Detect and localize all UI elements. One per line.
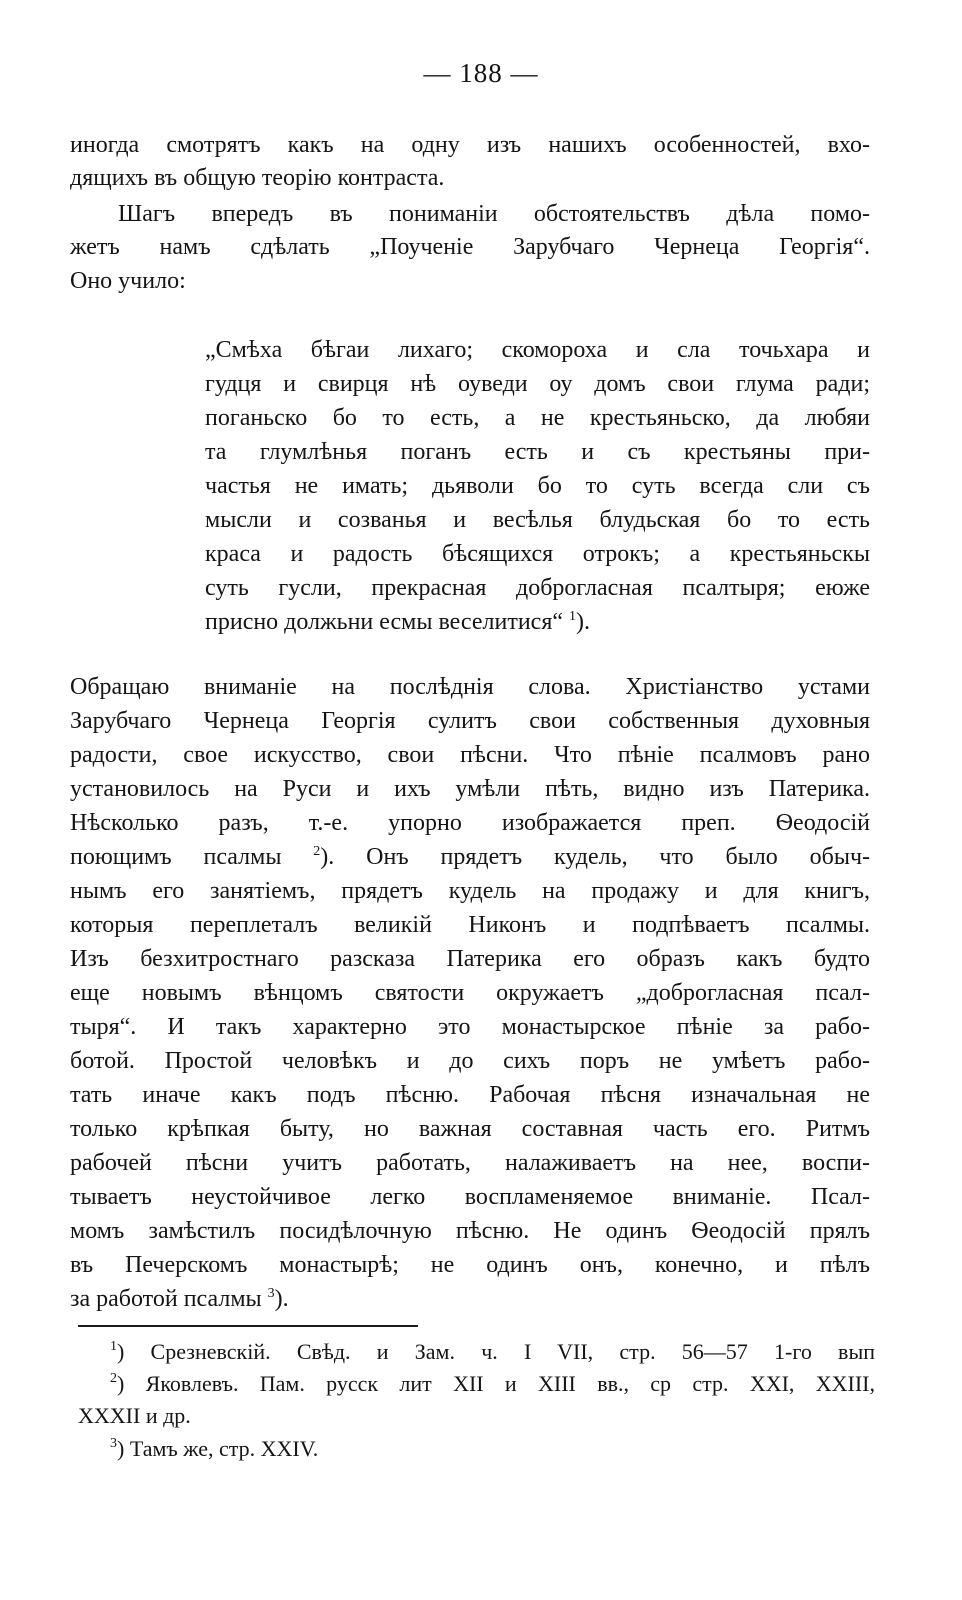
footnote-ref: 3 (267, 1286, 275, 1301)
text-line: Шагъ впередъ въ пониманіи обстоятельствъ дѣла помо- (118, 201, 870, 227)
text-line: тать иначе какъ подъ пѣсню. Рабочая пѣсня изначальная не (70, 1082, 870, 1108)
footnote (110, 1369, 875, 1399)
text-line: еще новымъ вѣнцомъ святости окружаетъ „доброгласная псал- (70, 980, 870, 1006)
text-line: Изъ безхитростнаго разсказа Патерика его образъ какъ будто (70, 946, 870, 972)
quote-line (205, 607, 870, 637)
footnote-text: ) Срезневскій. Свѣд. и Зам. ч. I VII, стр. 56—57 1-го вып (117, 1339, 875, 1364)
text-line: только крѣпкая быту, но важная составная часть его. Ритмъ (70, 1116, 870, 1142)
footnote-text: ) Тамъ же, стр. XXIV. (117, 1436, 319, 1461)
text-line (70, 1284, 870, 1314)
text-line: ботой. Простой человѣкъ и до сихъ поръ не умѣетъ рабо- (70, 1048, 870, 1074)
footnote-mark: 3 (110, 1436, 117, 1451)
footnote-text: ) Яковлевъ. Пам. русск лит XII и XIII вв., ср стр. XXI, XXIII, (117, 1371, 875, 1396)
text-line: иногда смотрятъ какъ на одну изъ нашихъ особенностей, вхо- (70, 132, 870, 158)
text-line: жетъ намъ сдѣлать „Поученіе Зарубчаго Чернеца Георгія“. (70, 234, 870, 260)
text-line: дящихъ въ общую теорію контраста. (70, 165, 445, 191)
text-line: которыя переплеталъ великій Никонъ и подпѣваетъ псалмы. (70, 912, 870, 938)
footnote-ref: 2 (313, 844, 321, 859)
quote-line: частья не имать; дьяволи бо то суть всегда сли съ (205, 473, 870, 499)
quote-text: присно должьни есмы веселитися“ (205, 609, 564, 635)
quote-line: суть гусли, прекрасная доброгласная псалтыря; еюже (205, 575, 870, 601)
text-line: Оно учило: (70, 268, 186, 294)
text-line: нымъ его занятіемъ, прядетъ кудель на продажу и для книгъ, (70, 878, 870, 904)
quote-line: краса и радость бѣсящихся отрокъ; а крестьяньскы (205, 541, 870, 567)
footnote (110, 1434, 875, 1464)
quote-line: „Смѣха бѣгаи лихаго; скомороха и сла точьхара и (205, 337, 870, 363)
footnote-ref: 1 (569, 609, 577, 624)
text-line: Нѣсколько разъ, т.-е. упорно изображается преп. Ѳеодосій (70, 810, 870, 836)
text-segment: ). (274, 1286, 289, 1312)
footnote-mark: 2 (110, 1371, 117, 1386)
text-segment: поющимъ псалмы (70, 844, 282, 870)
text-line: Обращаю вниманіе на послѣднія слова. Христіанство устами (70, 674, 870, 700)
page-number: — 188 — (423, 58, 539, 88)
quote-line: гудця и свирця нѣ оуведи оу домъ свои глума ради; (205, 371, 870, 397)
quote-line: поганьско бо то есть, а не крестьяньско, да любяи (205, 405, 870, 431)
text-segment: ). Онъ прядетъ кудель, что было обыч- (320, 844, 870, 870)
text-line: Зарубчаго Чернеца Георгія сулитъ свои собственныя духовныя (70, 708, 870, 734)
footnote (110, 1337, 875, 1367)
text-line: момъ замѣстилъ посидѣлочную пѣсню. Не одинъ Ѳеодосій прялъ (70, 1218, 870, 1244)
text-line: радости, свое искусство, свои пѣсни. Что пѣніе псалмовъ рано (70, 742, 870, 768)
text-line: въ Печерскомъ монастырѣ; не одинъ онъ, конечно, и пѣлъ (70, 1252, 870, 1278)
text-line: рабочей пѣсни учитъ работать, налаживаетъ на нее, воспи- (70, 1150, 870, 1176)
text-line: установилось на Руси и ихъ умѣли пѣть, видно изъ Патерика. (70, 776, 870, 802)
footnote-continuation: XXXII и др. (78, 1403, 191, 1428)
text-line: тыря“. И такъ характерно это монастырское пѣніе за рабо- (70, 1014, 870, 1040)
footnote-divider (78, 1325, 418, 1327)
text-segment: за работой псалмы (70, 1286, 262, 1312)
text-line: тываетъ неустойчивое легко воспламеняемое вниманіе. Псал- (70, 1184, 870, 1210)
quote-text-tail: ). (576, 609, 591, 635)
footnote-mark: 1 (110, 1339, 117, 1354)
quote-line: мысли и созванья и весѣлья блудьская бо то есть (205, 507, 870, 533)
quote-line: та глумлѣнья поганъ есть и съ крестьяны при- (205, 439, 870, 465)
text-line (70, 842, 870, 872)
